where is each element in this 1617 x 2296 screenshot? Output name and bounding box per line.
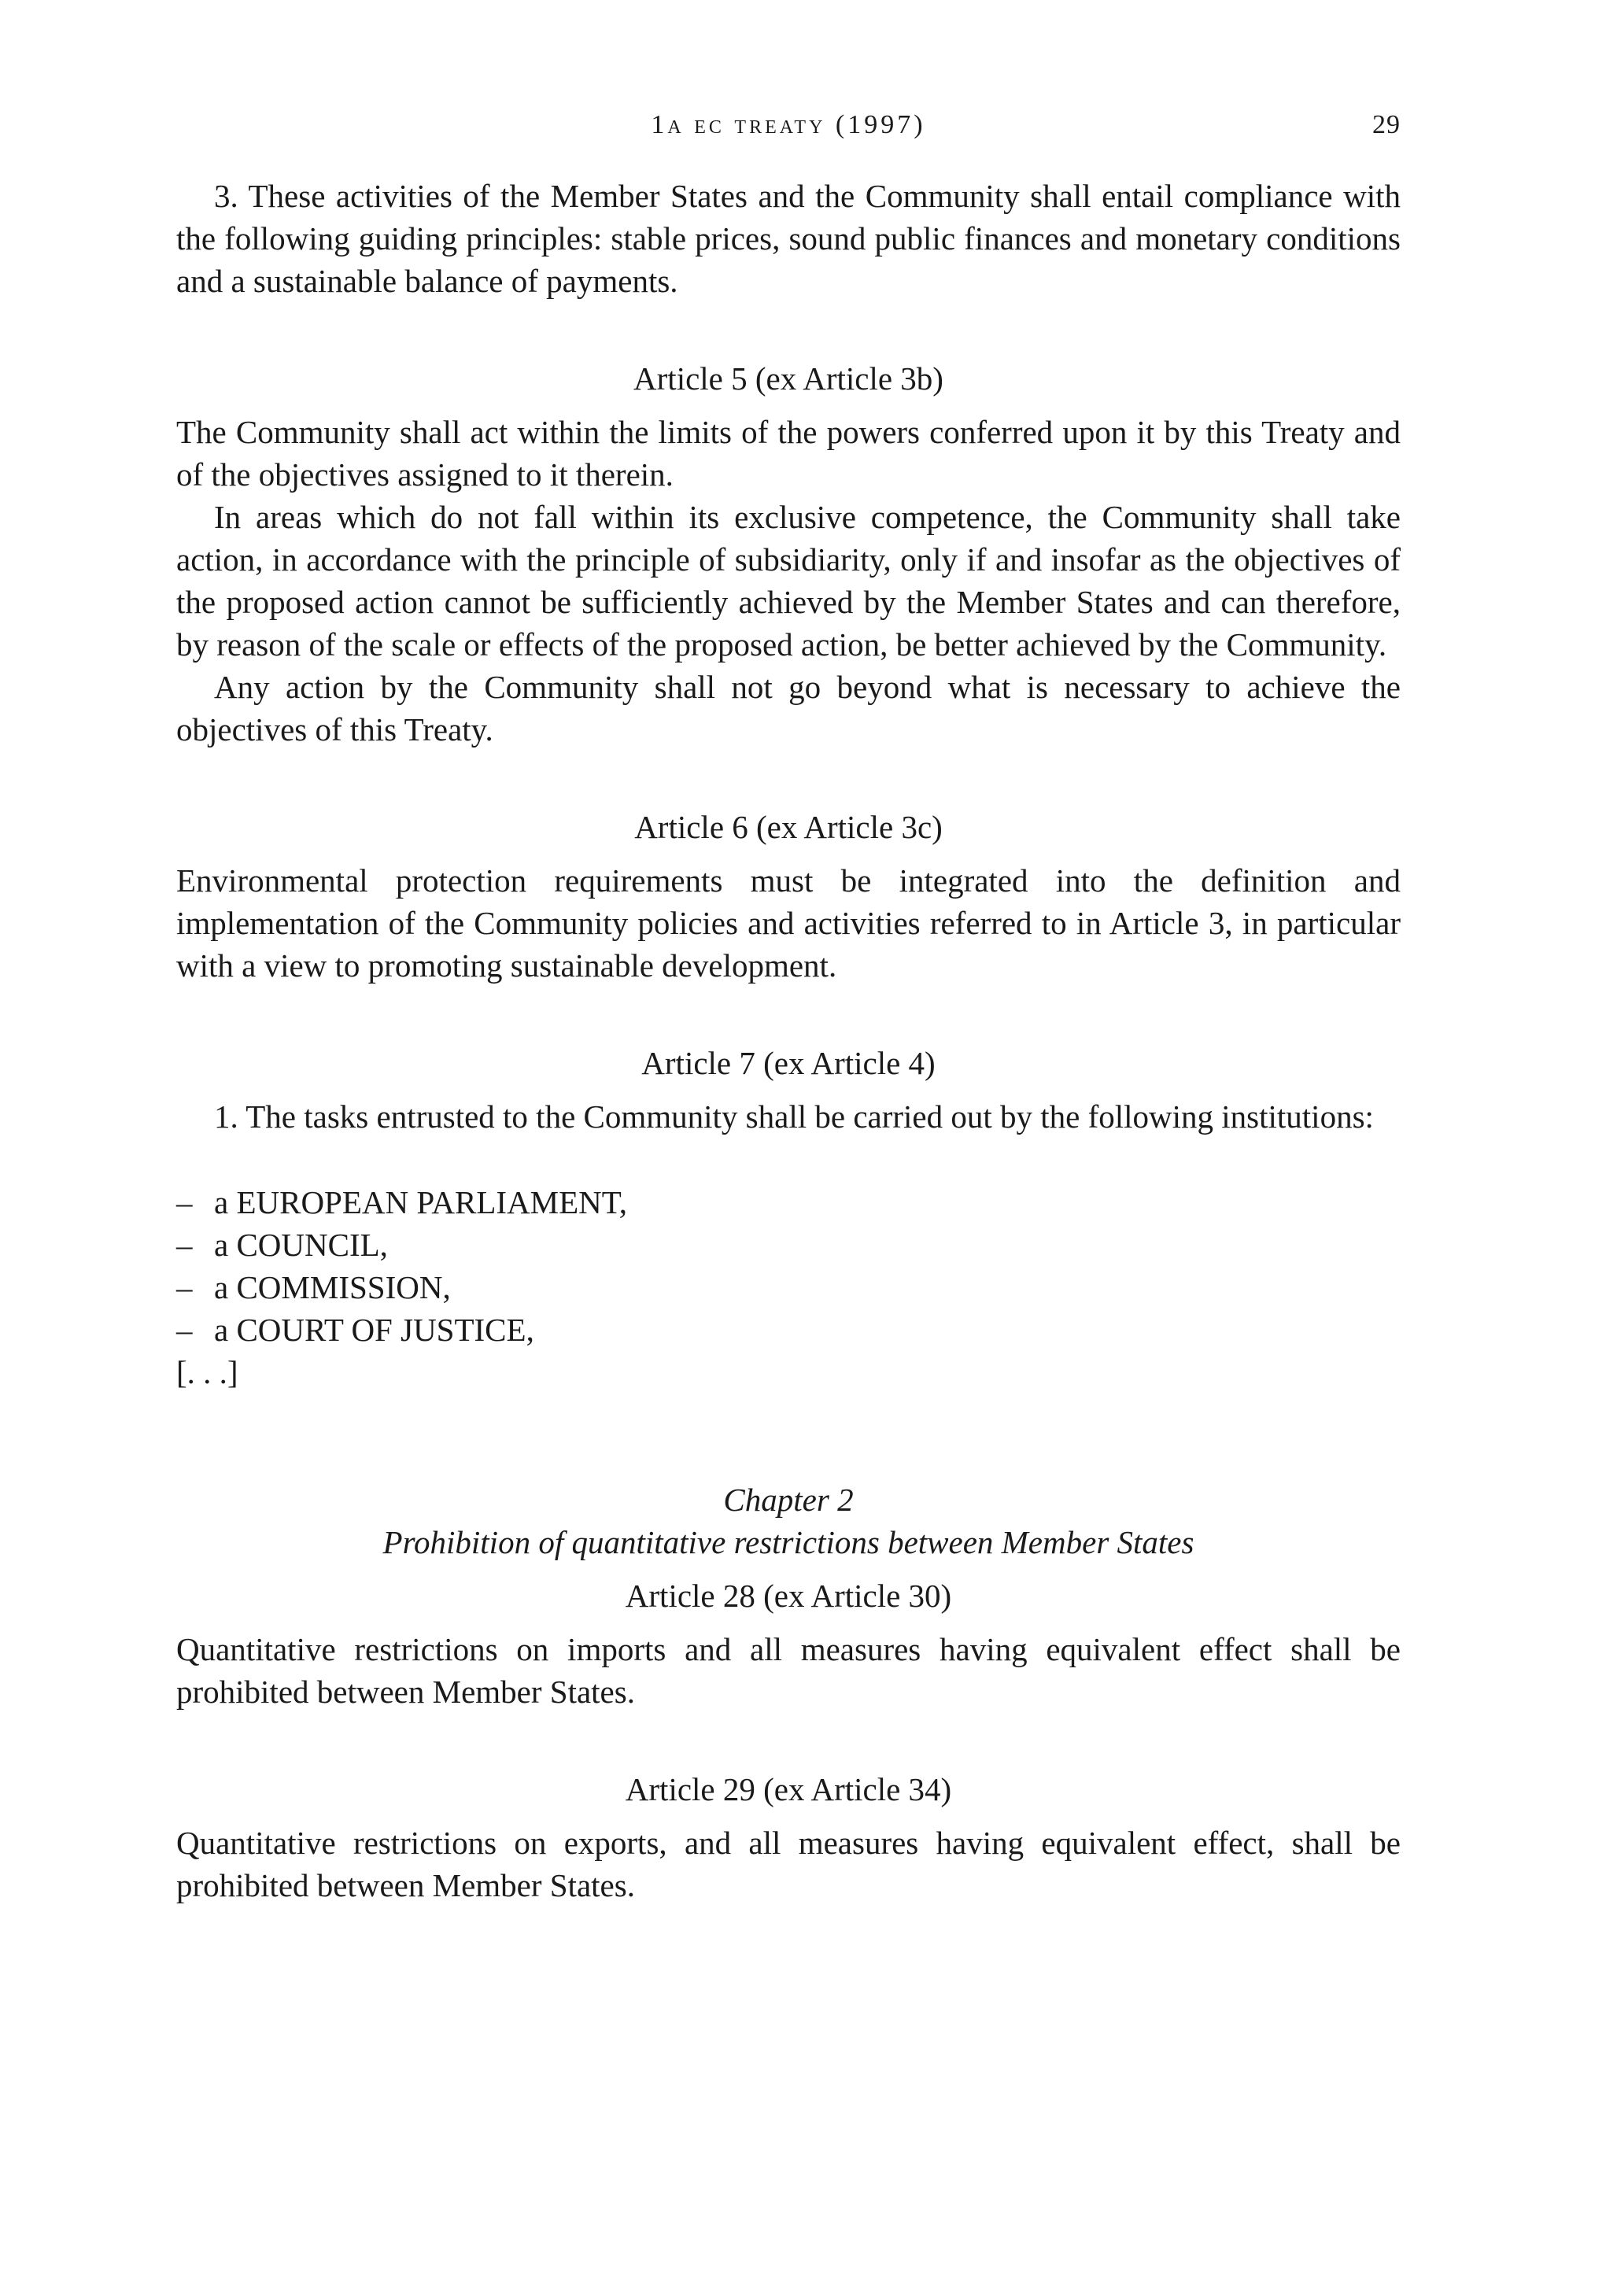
- article-6-heading: Article 6 (ex Article 3c): [634, 809, 943, 845]
- running-title: 1a ec treaty (1997): [651, 110, 926, 139]
- list-item: [176, 1224, 1401, 1266]
- list-item-text: a COURT OF JUSTICE,: [214, 1312, 534, 1348]
- dash-marker: –: [176, 1184, 193, 1220]
- page-body: [176, 175, 1401, 1907]
- article-7-heading: Article 7 (ex Article 4): [641, 1045, 936, 1081]
- article-28-heading: Article 28 (ex Article 30): [625, 1578, 952, 1614]
- article-4-paragraph-3: 3. These activities of the Member States and the Community shall entail compliance with the following guiding principles: stable prices, sound public finances and monetary conditions and a sustainable balance of payments.: [176, 178, 1401, 299]
- list-item-text: a COUNCIL,: [214, 1227, 388, 1263]
- dash-marker: –: [176, 1269, 193, 1305]
- article-5-paragraph-3: Any action by the Community shall not go beyond what is necessary to achieve the objectives of this Treaty.: [176, 669, 1401, 747]
- article-6-paragraph-1: Environmental protection requirements must be integrated into the definition and implementation of the Community policies and activities referred to in Article 3, in particular with a view to promoting sustainable development.: [176, 862, 1401, 984]
- article-29-heading: Article 29 (ex Article 34): [625, 1771, 952, 1807]
- list-item-text: a EUROPEAN PARLIAMENT,: [214, 1184, 628, 1220]
- list-item: [176, 1266, 1401, 1309]
- page-number: 29: [1372, 110, 1401, 139]
- document-page: [176, 0, 1401, 2296]
- article-28-paragraph-1: Quantitative restrictions on imports and all measures having equivalent effect shall be prohibited between Member States.: [176, 1631, 1401, 1710]
- omission-ellipsis: [. . .]: [176, 1354, 238, 1390]
- article-5-paragraph-2: In areas which do not fall within its exclusive competence, the Community shall take action, in accordance with the principle of subsidiarity, only if and insofar as the objectives of the proposed action cannot be sufficiently achieved by the Member States and can therefore, by reason of the scale or effects of the proposed action, be better achieved by the Community.: [176, 499, 1401, 663]
- chapter-title: Chapter 2: [723, 1482, 854, 1518]
- dash-marker: –: [176, 1227, 193, 1263]
- article-7-paragraph-1: 1. The tasks entrusted to the Community shall be carried out by the following institutions:: [214, 1098, 1374, 1135]
- chapter-subtitle: Prohibition of quantitative restrictions between Member States: [382, 1524, 1194, 1560]
- article-5-heading: Article 5 (ex Article 3b): [633, 360, 943, 397]
- list-item: [176, 1309, 1401, 1351]
- article-29-paragraph-1: Quantitative restrictions on exports, and all measures having equivalent effect, shall be prohibited between Member States.: [176, 1825, 1401, 1903]
- institutions-list: [176, 1181, 1401, 1351]
- list-item-text: a COMMISSION,: [214, 1269, 451, 1305]
- article-5-paragraph-1: The Community shall act within the limits of the powers conferred upon it by this Treaty and of the objectives assigned to it therein.: [176, 414, 1401, 493]
- dash-marker: –: [176, 1312, 193, 1348]
- list-item: [176, 1181, 1401, 1224]
- running-header: [176, 110, 1401, 149]
